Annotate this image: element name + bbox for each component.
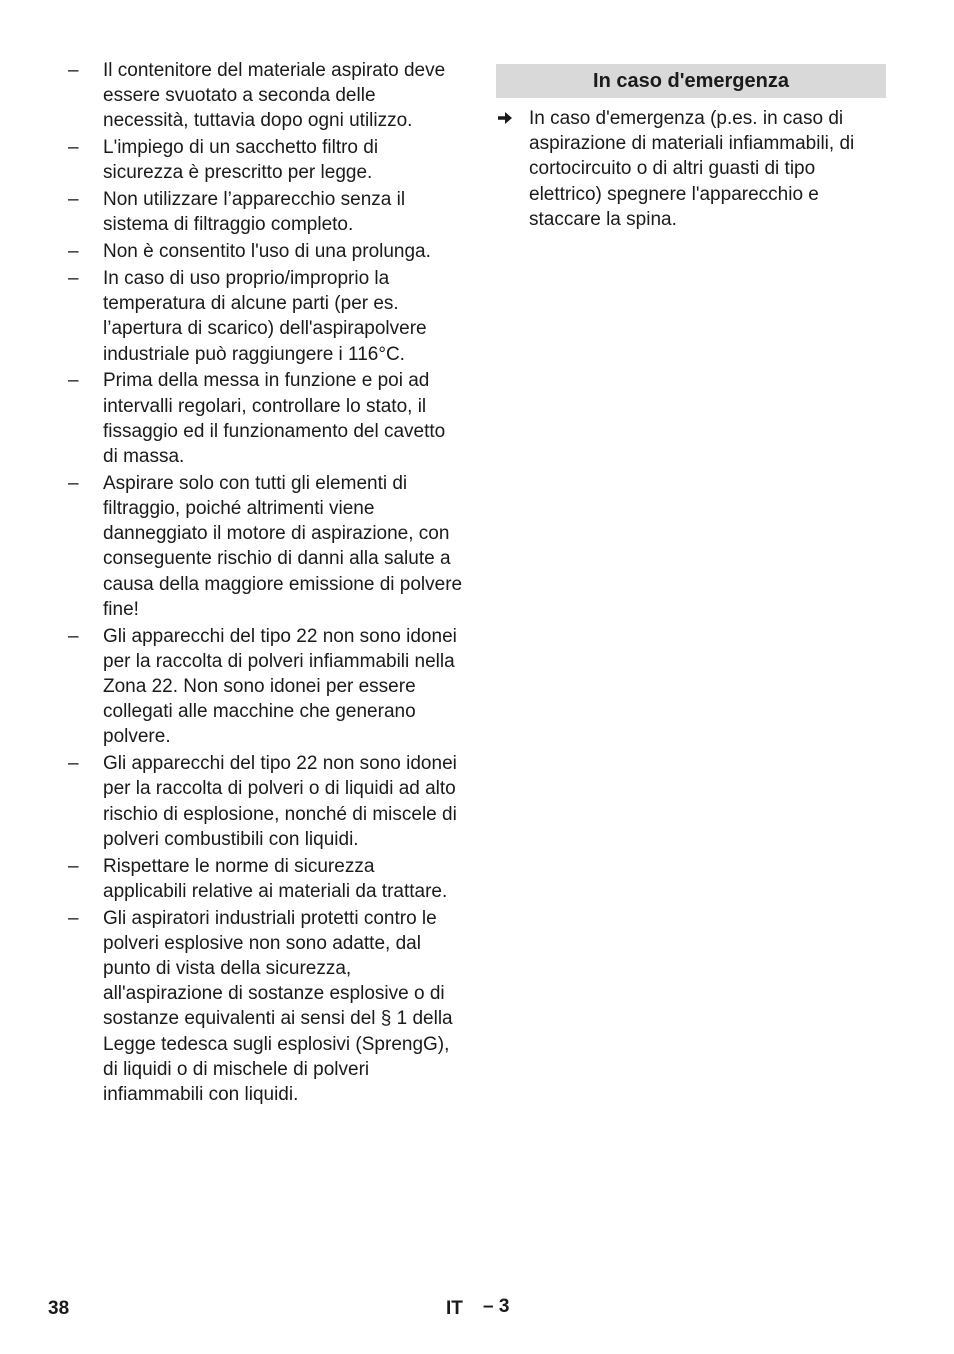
dash-marker: –: [68, 855, 79, 877]
language-code: IT: [446, 1298, 463, 1319]
dash-marker: –: [68, 370, 79, 392]
dash-marker: –: [68, 907, 79, 929]
list-item: [68, 266, 463, 367]
dash-marker: –: [68, 472, 79, 494]
safety-bullet-list: [68, 58, 463, 1109]
list-item-text: Il contenitore del materiale aspirato deve essere svuotato a seconda delle necessità, tuttavia dopo ogni utilizzo.: [103, 60, 446, 132]
dash-marker: –: [68, 241, 79, 263]
emergency-section: [496, 64, 886, 232]
dash-marker: –: [68, 753, 79, 775]
list-item-text: Prima della messa in funzione e poi ad intervalli regolari, controllare lo stato, il fissaggio ed il funzionamento del cavetto di massa.: [103, 370, 446, 468]
list-item-text: L'impiego di un sacchetto filtro di sicurezza è prescritto per legge.: [103, 137, 379, 184]
list-item: [68, 751, 463, 852]
section-number: – 3: [483, 1296, 510, 1317]
list-item-text: Gli aspiratori industriali protetti contro le polveri esplosive non sono adatte, dal punto di vista della sicurezza, all'aspirazione di sostanze esplosive o di sostanze equivalenti ai sensi del § 1 della Legge tedesca sugli esplosivi (SprengG), di liquidi o di mischele di polveri infiammabili con liquidi.: [103, 907, 453, 1106]
list-item-text: Gli apparecchi del tipo 22 non sono idonei per la raccolta di polveri o di liquidi ad alto rischio di esplosione, nonché di miscele di polveri combustibili con liquidi.: [103, 753, 457, 850]
dash-marker: –: [68, 137, 79, 159]
instruction-text: In caso d'emergenza (p.es. in caso di aspirazione di materiali infiammabili, di cortocircuito o di altri guasti di tipo elettrico) spegnere l'apparecchio e staccare la spina.: [529, 108, 855, 230]
list-item-text: In caso di uso proprio/improprio la temperatura di alcune parti (per es. l’apertura di scarico) dell'aspirapolvere industriale può raggiungere i 116°C.: [103, 268, 427, 365]
list-item: [68, 906, 463, 1108]
list-item: [68, 854, 463, 904]
list-item-text: Non è consentito l'uso di una prolunga.: [103, 241, 431, 263]
instruction-step: [496, 106, 886, 232]
list-item: [68, 624, 463, 750]
dash-marker: –: [68, 268, 79, 289]
list-item: [68, 135, 463, 185]
page-number: 38: [48, 1298, 70, 1319]
list-item-text: Non utilizzare l’apparecchio senza il sistema di filtraggio completo.: [103, 189, 406, 236]
dash-marker: –: [68, 625, 79, 647]
list-item-text: Gli apparecchi del tipo 22 non sono idonei per la raccolta di polveri infiammabili nella Zona 22. Non sono idonei per essere collegati alle macchine che generano polvere.: [103, 625, 457, 748]
list-item: [68, 239, 463, 264]
list-item: [68, 471, 463, 622]
list-item: [68, 187, 463, 237]
list-item: [68, 58, 463, 134]
arrow-right-icon: [497, 106, 513, 131]
dash-marker: –: [68, 189, 79, 211]
list-item-text: Rispettare le norme di sicurezza applicabili relative ai materiali da trattare.: [103, 855, 448, 902]
list-item: [68, 368, 463, 469]
list-item-text: Aspirare solo con tutti gli elementi di filtraggio, poiché altrimenti viene danneggiato il motore di aspirazione, con conseguente rischio di danni alla salute a causa della maggiore emissione di polvere fine!: [103, 472, 463, 620]
dash-marker: –: [68, 60, 79, 81]
section-heading: In caso d'emergenza: [496, 64, 886, 98]
